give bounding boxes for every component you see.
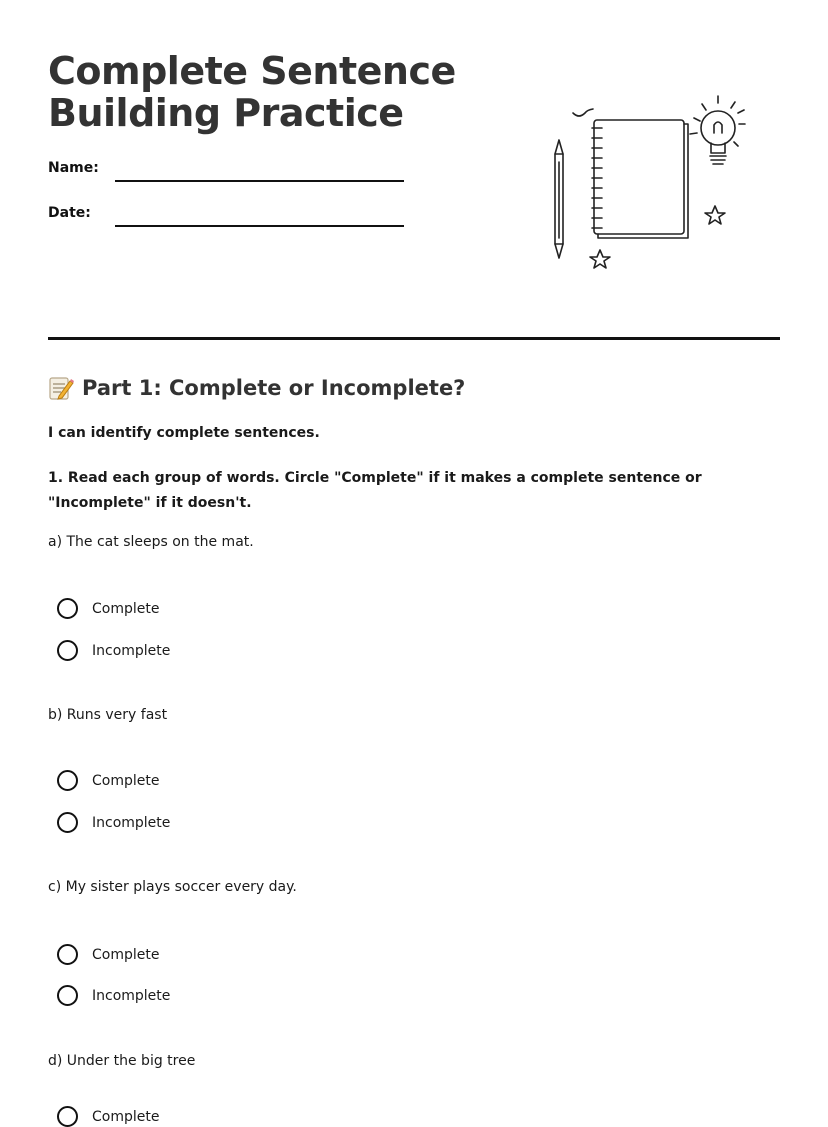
radio-button[interactable] bbox=[57, 812, 78, 833]
question-instruction: 1. Read each group of words. Circle "Complete" if it makes a complete sentence or "Incomplete" if it doesn't. bbox=[48, 470, 702, 511]
star-icon bbox=[705, 206, 725, 224]
radio-button[interactable] bbox=[57, 985, 78, 1006]
pencil-icon bbox=[555, 140, 563, 258]
lightbulb-icon bbox=[690, 96, 745, 164]
option-incomplete[interactable] bbox=[57, 985, 170, 1006]
section-divider bbox=[48, 337, 780, 340]
date-field[interactable] bbox=[115, 225, 404, 227]
option-complete[interactable] bbox=[57, 1106, 159, 1127]
date-label: Date: bbox=[48, 205, 91, 221]
name-field[interactable] bbox=[115, 180, 404, 182]
option-label: Complete bbox=[92, 600, 160, 617]
title-line-1: Complete Sentence bbox=[48, 49, 456, 93]
radio-button[interactable] bbox=[57, 770, 78, 791]
memo-icon bbox=[48, 375, 74, 401]
option-label: Incomplete bbox=[92, 642, 171, 659]
radio-button[interactable] bbox=[57, 598, 78, 619]
option-label: Incomplete bbox=[92, 987, 171, 1004]
option-incomplete[interactable] bbox=[57, 812, 170, 833]
name-label: Name: bbox=[48, 160, 99, 176]
option-label: Complete bbox=[92, 1108, 160, 1125]
star-icon bbox=[590, 250, 610, 268]
notebook-illustration-icon bbox=[540, 88, 765, 273]
section-heading-part-1 bbox=[48, 375, 465, 401]
title-line-2: Building Practice bbox=[48, 91, 404, 135]
radio-button[interactable] bbox=[57, 1106, 78, 1127]
option-label: Complete bbox=[92, 946, 160, 963]
item-prompt: b) Runs very fast bbox=[48, 707, 168, 723]
notebook-icon bbox=[573, 109, 688, 238]
learning-objective: I can identify complete sentences. bbox=[48, 425, 320, 441]
page-title bbox=[48, 50, 456, 134]
radio-button[interactable] bbox=[57, 944, 78, 965]
item-prompt: c) My sister plays soccer every day. bbox=[48, 879, 297, 895]
option-label: Complete bbox=[92, 772, 160, 789]
option-complete[interactable] bbox=[57, 770, 159, 791]
item-prompt: a) The cat sleeps on the mat. bbox=[48, 534, 254, 550]
option-label: Incomplete bbox=[92, 814, 171, 831]
option-incomplete[interactable] bbox=[57, 640, 170, 661]
section-heading-text: Part 1: Complete or Incomplete? bbox=[82, 376, 466, 400]
option-complete[interactable] bbox=[57, 598, 159, 619]
item-prompt: d) Under the big tree bbox=[48, 1053, 196, 1069]
option-complete[interactable] bbox=[57, 944, 159, 965]
radio-button[interactable] bbox=[57, 640, 78, 661]
